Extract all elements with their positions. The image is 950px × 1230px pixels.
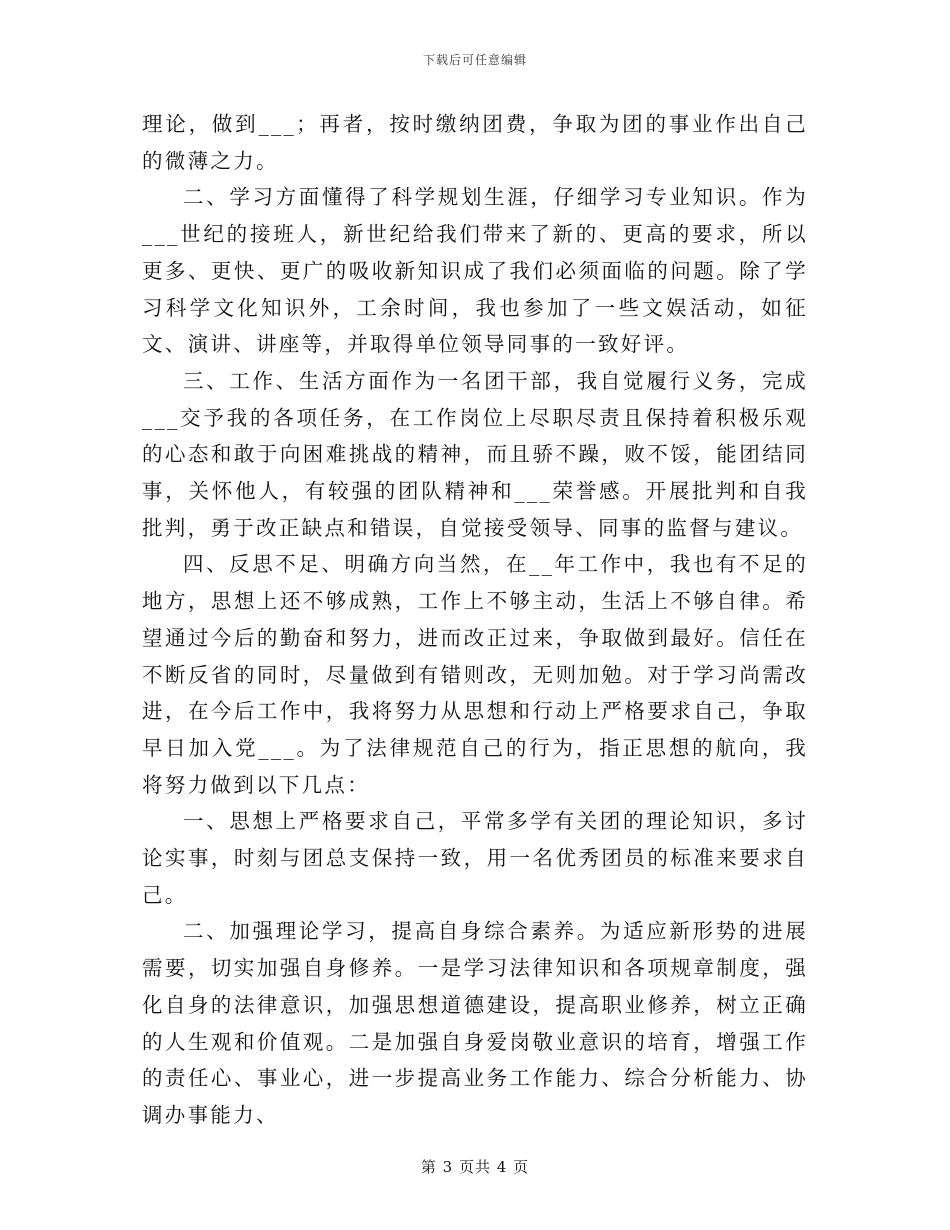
paragraph-study: 二、学习方面懂得了科学规划生涯，仔细学习专业知识。作为___世纪的接班人，新世纪给我们带来了新的、更高的要求，所以更多、更快、更广的吸收新知识成了我们必须面临的问题。除了学习科学文化知识外，工余时间，我也参加了一些文娱活动，如征文、演讲、讲座等，并取得单位领导同事的一致好评。 bbox=[142, 185, 808, 357]
document-body bbox=[142, 106, 808, 1134]
page-header: 下载后可任意编辑 bbox=[422, 53, 527, 67]
page-number-footer: 第 3 页共 4 页 bbox=[420, 1158, 530, 1176]
paragraph-continuation: 理论，做到___；再者，按时缴纳团费，争取为团的事业作出自己的微薄之力。 bbox=[142, 112, 808, 173]
paragraph-reflection: 四、反思不足、明确方向当然，在__年工作中，我也有不足的地方，思想上还不够成熟，工作上不够主动，生活上不够自律。希望通过今后的勤奋和努力，进而改正过来，争取做到最好。信任在不断反省的同时，尽量做到有错则改，无则加勉。对于学习尚需改进，在今后工作中，我将努力从思想和行动上严格要求自己，争取早日加入党___。为了法律规范自己的行为，指正思想的航向，我将努力做到以下几点： bbox=[142, 552, 808, 797]
paragraph-point-two: 二、加强理论学习，提高自身综合素养。为适应新形势的进展需要，切实加强自身修养。一是学习法律知识和各项规章制度，强化自身的法律意识，加强思想道德建设，提高职业修养，树立正确的人生观和价值观。二是加强自身爱岗敬业意识的培育，增强工作的责任心、事业心，进一步提高业务工作能力、综合分析能力、协调办事能力、 bbox=[142, 919, 808, 1127]
paragraph-work-life: 三、工作、生活方面作为一名团干部，我自觉履行义务，完成___交予我的各项任务，在工作岗位上尽职尽责且保持着积极乐观的心态和敢于向困难挑战的精神，而且骄不躁，败不馁，能团结同事，关怀他人，有较强的团队精神和___荣誉感。开展批判和自我批判，勇于改正缺点和错误，自觉接受领导、同事的监督与建议。 bbox=[142, 368, 808, 540]
paragraph-point-one: 一、思想上严格要求自己，平常多学有关团的理论知识，多讨论实事，时刻与团总支保持一致，用一名优秀团员的标准来要求自己。 bbox=[142, 809, 808, 907]
